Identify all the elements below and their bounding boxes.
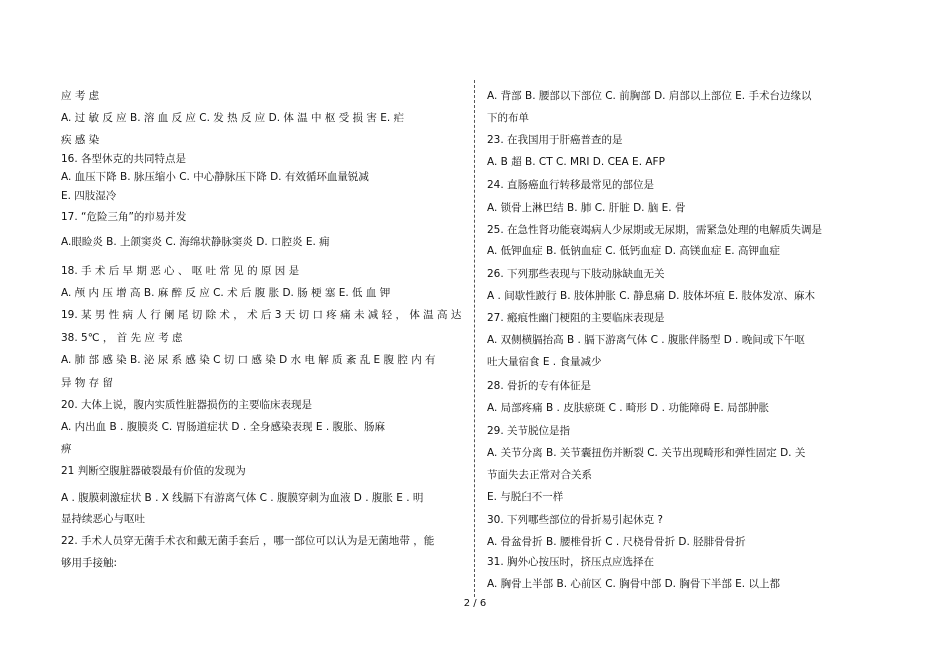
text-line: 24. 直肠癌血行转移最常见的部位是: [487, 179, 655, 191]
text-line: 痹: [61, 443, 72, 455]
text-line: A. 胸骨上半部 B. 心前区 C. 胸骨中部 D. 胸骨下半部 E. 以上都: [487, 578, 780, 590]
text-line: A . 腹膜刺激症状 B . X 线膈下有游离气体 C . 腹膜穿刺为血液 D . 腹胀 E . 明: [61, 492, 424, 504]
text-line: 疾 感 染: [61, 134, 100, 146]
text-line: A. 肺 部 感 染 B. 泌 尿 系 感 染 C 切 口 感 染 D 水 电 解 质 紊 乱 E 腹 腔 内 有: [61, 354, 436, 366]
text-line: 显持续恶心与呕吐: [61, 513, 145, 525]
text-line: 30. 下列哪些部位的骨折易引起休克 ?: [487, 514, 663, 526]
text-line: 下的布单: [487, 112, 529, 124]
text-line: A. B 超 B. CT C. MRI D. CEA E. AFP: [487, 156, 665, 168]
text-line: 够用手接触:: [61, 557, 118, 569]
text-line: 16. 各型休克的共同特点是: [61, 153, 187, 165]
text-line: A. 背部 B. 腰部以下部位 C. 前胸部 D. 肩部以上部位 E. 手术台边缘以: [487, 90, 812, 102]
text-line: A. 过 敏 反 应 B. 溶 血 反 应 C. 发 热 反 应 D. 体 温 中 枢 受 损 害 E. 疟: [61, 112, 405, 124]
text-line: 异 物 存 留: [61, 377, 114, 389]
text-line: 28. 骨折的专有体征是: [487, 380, 592, 392]
text-line: 吐大量宿食 E . 食量减少: [487, 356, 602, 368]
page-number: 2 / 6: [463, 598, 487, 609]
text-line: A. 血压下降 B. 脉压缩小 C. 中心静脉压下降 D. 有效循环血量锐减: [61, 171, 369, 183]
text-line: 26. 下列那些表现与下肢动脉缺血无关: [487, 268, 665, 280]
text-line: 应 考 虑: [61, 90, 100, 102]
text-line: A.眼睑炎 B. 上颌窦炎 C. 海绵状静脉窦炎 D. 口腔炎 E. 痈: [61, 236, 330, 248]
text-line: 29. 关节脱位是指: [487, 425, 571, 437]
text-line: 20. 大体上说，腹内实质性脏器损伤的主要临床表现是: [61, 399, 313, 411]
text-line: 21 判断空腹脏器破裂最有价值的发现为: [61, 465, 246, 477]
text-line: A. 关节分离 B. 关节囊扭伤并断裂 C. 关节出现畸形和弹性固定 D. 关: [487, 447, 806, 459]
text-line: A. 双侧横膈抬高 B . 膈下游离气体 C . 腹胀伴肠型 D . 晚间或下午呕: [487, 334, 805, 346]
text-line: E. 与脱臼不一样: [487, 491, 564, 503]
text-line: E. 四肢湿冷: [61, 190, 117, 202]
text-line: 节面失去正常对合关系: [487, 469, 592, 481]
text-line: 22. 手术人员穿无菌手术衣和戴无菌手套后 ，哪一部位可以认为是无菌地带 ，能: [61, 535, 435, 547]
text-line: A. 内出血 B . 腹膜炎 C. 胃肠道症状 D . 全身感染表现 E . 腹胀、肠麻: [61, 421, 385, 433]
text-line: A. 颅 内 压 增 高 B. 麻 醉 反 应 C. 术 后 腹 胀 D. 肠 梗 塞 E. 低 血 钾: [61, 287, 391, 299]
text-line: 18. 手 术 后 早 期 恶 心 、 呕 吐 常 见 的 原 因 是: [61, 265, 300, 277]
text-line: A. 锁骨上淋巴结 B. 肺 C. 肝脏 D. 脑 E. 骨: [487, 202, 686, 214]
text-line: A. 局部疼痛 B . 皮肤瘀斑 C . 畸形 D . 功能障碍 E. 局部肿胀: [487, 402, 769, 414]
text-line: 25. 在急性肾功能衰竭病人少尿期或无尿期，需紧急处理的电解质失调是: [487, 224, 823, 236]
text-line: 17. “危险三角”的疖易并发: [61, 211, 187, 223]
text-line: 23. 在我国用于肝癌普查的是: [487, 134, 623, 146]
text-line: A . 间歇性跛行 B. 肢体肿胀 C. 静息痛 D. 肢体坏疽 E. 肢体发凉、麻木: [487, 290, 816, 302]
column-divider: [474, 80, 475, 597]
text-line: 19. 某 男 性 病 人 行 阑 尾 切 除 术 ， 术 后 3 天 切 口 疼 痛 未 减 轻 ， 体 温 高 达: [61, 309, 462, 321]
text-line: A. 骨盆骨折 B. 腰椎骨折 C . 尺桡骨骨折 D. 胫腓骨骨折: [487, 536, 746, 548]
text-line: A. 低钾血症 B. 低钠血症 C. 低钙血症 D. 高镁血症 E. 高钾血症: [487, 245, 780, 257]
text-line: 38. 5℃ ， 首 先 应 考 虑: [61, 332, 183, 344]
text-line: 27. 瘢痕性幽门梗阻的主要临床表现是: [487, 312, 665, 324]
text-line: 31. 胸外心按压时，挤压点应选择在: [487, 556, 655, 568]
